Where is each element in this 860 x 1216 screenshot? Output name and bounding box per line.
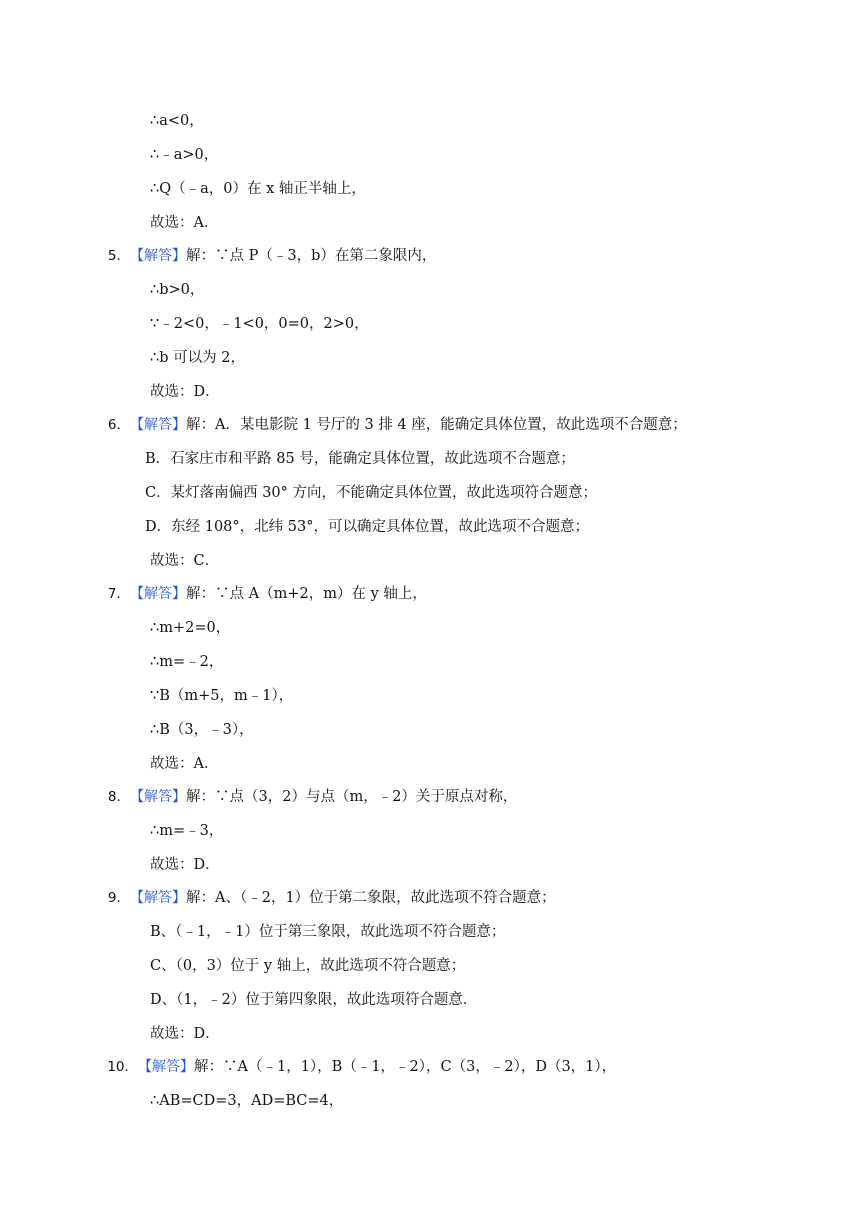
q6-option-b: B．石家庄市和平路 85 号，能确定具体位置，故此选项不合题意；	[145, 451, 575, 467]
q7-line-3: ∵B（m+5，m﹣1），	[150, 688, 294, 704]
q9-option-d: D、（1，﹣2）位于第四象限，故此选项符合题意．	[150, 992, 478, 1008]
question-number: 6．	[107, 417, 130, 433]
question-number: 8．	[107, 789, 130, 805]
q8-line-1: ∴m=﹣3，	[150, 823, 224, 839]
q6-solution-head: 解：A．某电影院 1 号厅的 3 排 4 座，能确定具体位置，故此选项不合题意；	[186, 417, 687, 433]
q8-solution-head: 解：∵点（3，2）与点（m，﹣2）关于原点对称，	[186, 789, 518, 805]
q6-option-c: C．某灯落南偏西 30° 方向，不能确定具体位置，故此选项符合题意；	[145, 485, 598, 501]
q9-option-c: C、（0，3）位于 y 轴上，故此选项不符合题意；	[150, 958, 466, 974]
q5-line-2: ∵﹣2<0，﹣1<0，0=0，2>0，	[150, 316, 369, 332]
q7-solution-head: 解：∵点 A（m+2，m）在 y 轴上，	[186, 586, 427, 602]
q7-line-4: ∴B（3，﹣3），	[150, 722, 254, 738]
q5-header	[0, 245, 860, 267]
question-number: 10．	[107, 1059, 138, 1075]
q5-line-1: ∴b>0，	[150, 282, 205, 298]
q5-answer: 故选：D．	[150, 384, 220, 400]
q6-option-d: D．东经 108°，北纬 53°，可以确定具体位置，故此选项不合题意；	[145, 519, 589, 535]
question-number: 9．	[107, 890, 130, 906]
q10-header	[0, 1056, 860, 1078]
q6-header	[0, 414, 860, 436]
q9-answer: 故选：D．	[150, 1026, 220, 1042]
question-number: 5．	[107, 248, 130, 264]
q7-line-2: ∴m=﹣2，	[150, 654, 224, 670]
q4-line-1: ∴a<0，	[150, 113, 204, 129]
q7-answer: 故选：A．	[150, 756, 219, 772]
q9-solution-head: 解：A、（﹣2，1）位于第二象限，故此选项不符合题意；	[186, 890, 556, 906]
answer-tag: 【解答】	[130, 890, 186, 906]
q10-line-1: ∴AB=CD=3，AD=BC=4，	[150, 1093, 344, 1109]
q5-line-3: ∴b 可以为 2，	[150, 350, 245, 366]
q4-answer: 故选：A．	[150, 215, 219, 231]
q9-header	[0, 887, 860, 909]
q6-answer: 故选：C．	[150, 553, 220, 569]
q7-header	[0, 583, 860, 605]
q10-solution-head: 解：∵A（﹣1，1），B（﹣1，﹣2），C（3，﹣2），D（3，1），	[194, 1059, 617, 1075]
q7-line-1: ∴m+2=0，	[150, 620, 231, 636]
q8-answer: 故选：D．	[150, 857, 220, 873]
q9-option-b: B、（﹣1，﹣1）位于第三象限，故此选项不符合题意；	[150, 924, 506, 940]
q5-solution-head: 解：∵点 P（﹣3，b）在第二象限内，	[186, 248, 437, 264]
question-number: 7．	[107, 586, 130, 602]
q4-line-2: ∴﹣a>0，	[150, 147, 219, 163]
answer-tag: 【解答】	[138, 1059, 194, 1075]
q4-line-3: ∴Q（﹣a，0）在 x 轴正半轴上，	[150, 181, 366, 197]
answer-tag: 【解答】	[130, 417, 186, 433]
answer-tag: 【解答】	[130, 586, 186, 602]
answer-tag: 【解答】	[130, 789, 186, 805]
answer-tag: 【解答】	[130, 248, 186, 264]
q8-header	[0, 786, 860, 808]
